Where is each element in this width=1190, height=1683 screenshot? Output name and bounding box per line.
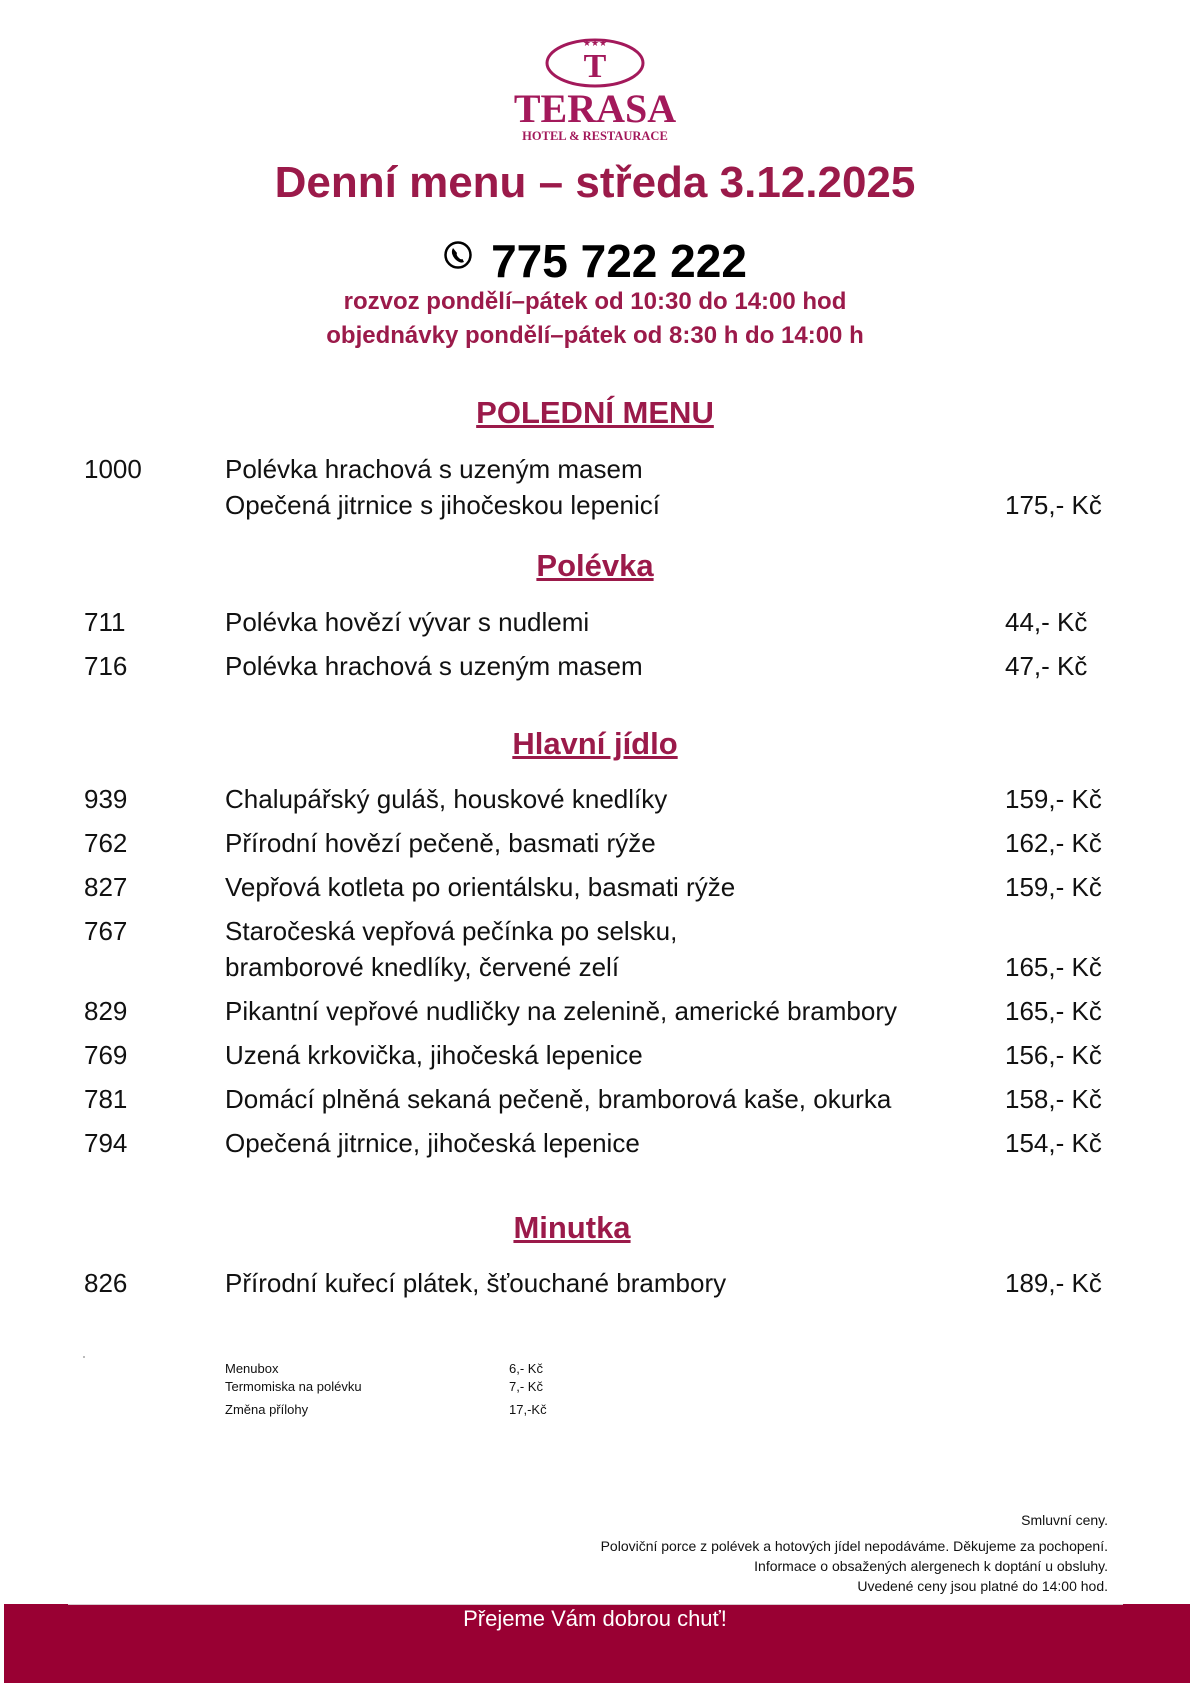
price-validity-note: Uvedené ceny jsou platné do 14:00 hod. xyxy=(857,1578,1108,1594)
item-name: Staročeská vepřová pečínka po selsku, xyxy=(225,916,678,946)
item-code: 781 xyxy=(84,1084,128,1114)
item-price: 159,- Kč xyxy=(1005,784,1102,814)
item-name: Polévka hrachová s uzeným masem xyxy=(225,454,643,484)
half-portion-note: Poloviční porce z polévek a hotových jídel nepodáváme. Děkujeme za pochopení. xyxy=(600,1538,1108,1554)
item-name: Chalupářský guláš, houskové knedlíky xyxy=(225,784,668,814)
lunch-menu-heading: POLEDNÍ MENU xyxy=(476,395,714,430)
item-price: 162,- Kč xyxy=(1005,828,1102,858)
item-code: 716 xyxy=(84,651,128,681)
delivery-hours: rozvoz pondělí–pátek od 10:30 do 14:00 hod xyxy=(343,288,847,315)
item-price: 158,- Kč xyxy=(1005,1084,1102,1114)
item-name: Opečená jitrnice s jihočeskou lepenicí xyxy=(225,490,661,520)
item-name: Domácí plněná sekaná pečeně, bramborová kaše, okurka xyxy=(225,1084,892,1114)
extra-price: 7,- Kč xyxy=(509,1379,543,1394)
minutka-heading: Minutka xyxy=(513,1210,631,1245)
item-code: 826 xyxy=(84,1268,128,1298)
item-code: 1000 xyxy=(84,454,142,484)
item-code: 762 xyxy=(84,828,128,858)
item-name: Uzená krkovička, jihočeská lepenice xyxy=(225,1040,643,1070)
extra-name: Změna přílohy xyxy=(225,1402,309,1417)
enjoy-meal-message: Přejeme Vám dobrou chuť! xyxy=(463,1606,727,1631)
main-dishes-heading: Hlavní jídlo xyxy=(512,726,678,761)
item-price: 154,- Kč xyxy=(1005,1128,1102,1158)
item-name: Polévka hovězí vývar s nudlemi xyxy=(225,607,590,637)
item-name: Přírodní kuřecí plátek, šťouchané brambory xyxy=(225,1268,727,1298)
item-price: 156,- Kč xyxy=(1005,1040,1102,1070)
phone-number: 775 722 222 xyxy=(491,235,747,287)
stray-mark xyxy=(83,1356,85,1358)
item-price: 175,- Kč xyxy=(1005,490,1102,520)
logo-subtitle: HOTEL & RESTAURACE xyxy=(522,129,668,143)
item-name: Pikantní vepřové nudličky na zelenině, americké brambory xyxy=(225,996,898,1026)
item-code: 769 xyxy=(84,1040,128,1070)
terasa-logo xyxy=(490,36,700,148)
item-code: 794 xyxy=(84,1128,128,1158)
extra-price: 6,- Kč xyxy=(509,1361,543,1376)
extra-price: 17,-Kč xyxy=(509,1402,547,1417)
contract-prices-note: Smluvní ceny. xyxy=(1021,1512,1108,1528)
item-name: bramborové knedlíky, červené zelí xyxy=(225,952,620,982)
logo-name: TERASA xyxy=(513,86,677,131)
item-price: 165,- Kč xyxy=(1005,996,1102,1026)
item-price: 47,- Kč xyxy=(1005,651,1088,681)
extra-name: Termomiska na polévku xyxy=(225,1379,362,1394)
page-title: Denní menu – středa 3.12.2025 xyxy=(274,158,916,207)
phone-icon xyxy=(443,240,473,270)
item-price: 165,- Kč xyxy=(1005,952,1102,982)
order-hours: objednávky pondělí–pátek od 8:30 h do 14:00 h xyxy=(326,322,864,349)
phone-number-line xyxy=(0,234,1190,288)
item-code: 827 xyxy=(84,872,128,902)
item-name: Vepřová kotleta po orientálsku, basmati rýže xyxy=(225,872,736,902)
item-code: 939 xyxy=(84,784,128,814)
allergens-note: Informace o obsažených alergenech k doptání u obsluhy. xyxy=(754,1558,1108,1574)
soups-heading: Polévka xyxy=(536,548,654,583)
item-code: 829 xyxy=(84,996,128,1026)
item-code: 767 xyxy=(84,916,128,946)
footer-divider xyxy=(68,1604,1123,1605)
item-price: 44,- Kč xyxy=(1005,607,1088,637)
item-name: Polévka hrachová s uzeným masem xyxy=(225,651,643,681)
item-price: 159,- Kč xyxy=(1005,872,1102,902)
item-name: Opečená jitrnice, jihočeská lepenice xyxy=(225,1128,640,1158)
extra-name: Menubox xyxy=(225,1361,279,1376)
item-name: Přírodní hovězí pečeně, basmati rýže xyxy=(225,828,656,858)
item-price: 189,- Kč xyxy=(1005,1268,1102,1298)
logo-letter: T xyxy=(583,48,607,85)
logo-stars: ★★★ xyxy=(582,39,608,49)
item-code: 711 xyxy=(84,607,126,637)
